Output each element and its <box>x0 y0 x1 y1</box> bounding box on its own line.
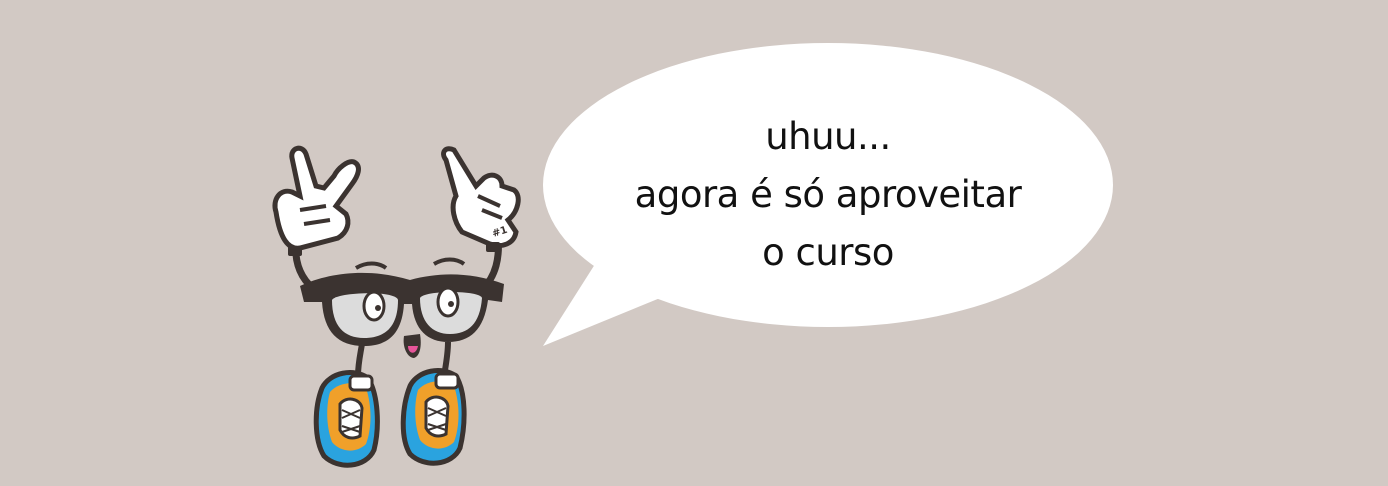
left-shoe-icon <box>316 373 377 466</box>
speech-line-1: uhuu... <box>765 115 891 158</box>
glove-label: #1 <box>490 224 509 240</box>
speech-line-2: agora é só aproveitar <box>634 173 1022 216</box>
speech-line-3: o curso <box>762 231 894 274</box>
speech-text <box>548 108 1108 282</box>
right-shoe-icon <box>403 371 464 464</box>
